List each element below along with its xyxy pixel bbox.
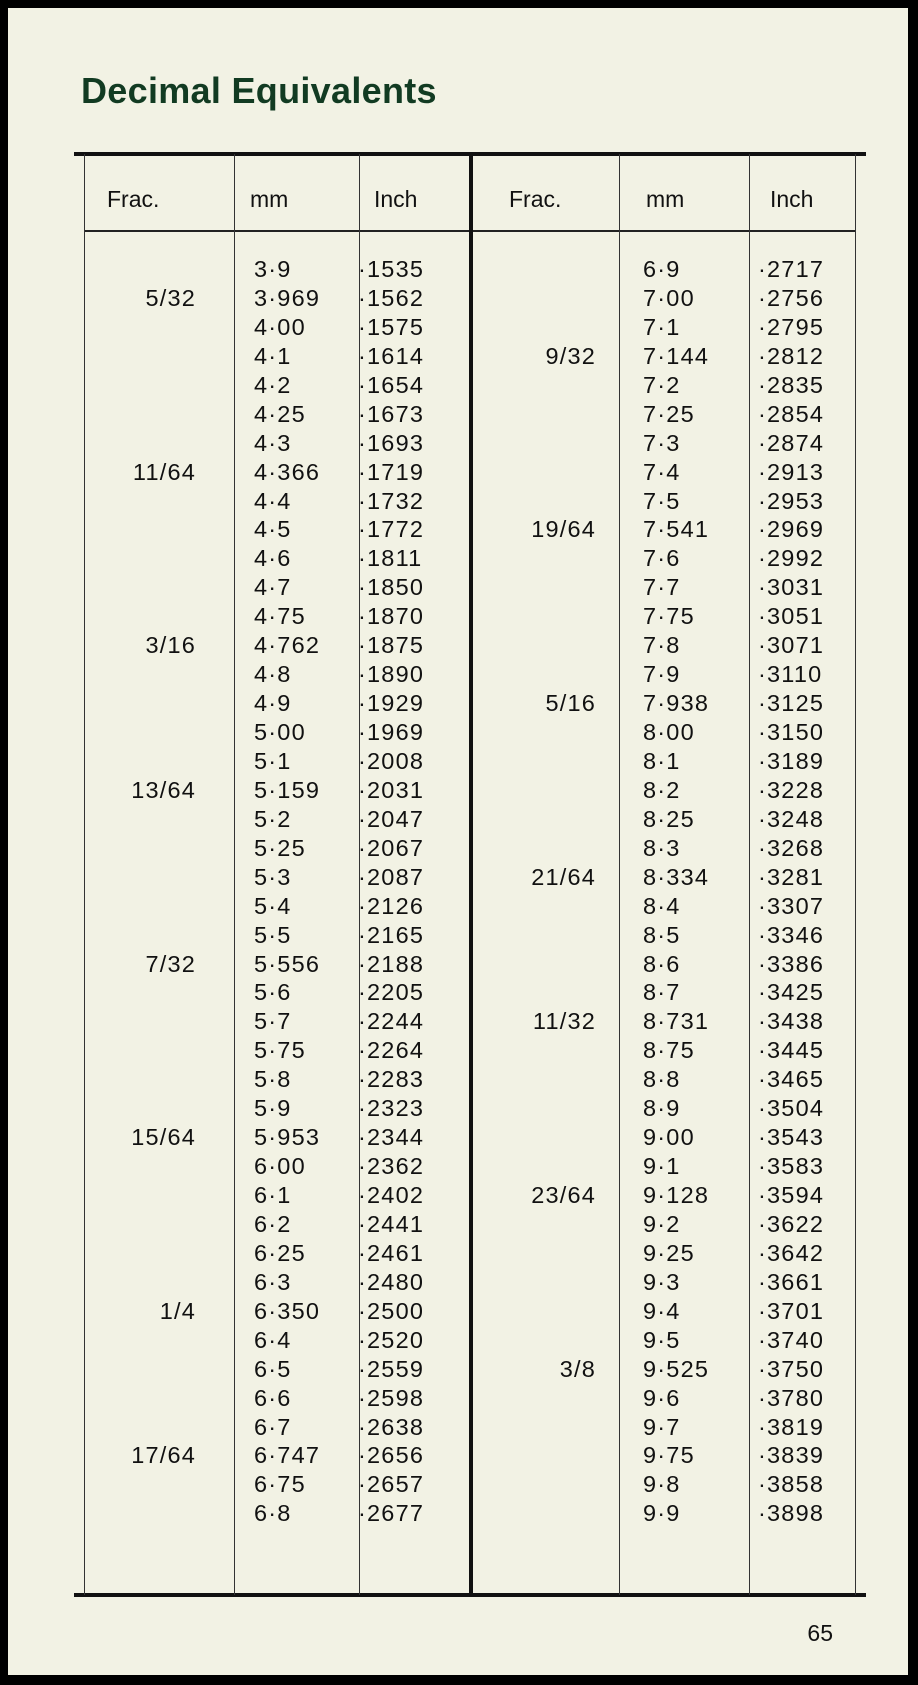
mm-cell: 5·159 <box>254 776 321 803</box>
frac-cell <box>479 313 596 342</box>
mm-cell: 5·2 <box>254 805 292 832</box>
frac-cell <box>479 1268 596 1297</box>
mm-cell: 7·7 <box>643 574 681 601</box>
right-frac-column <box>479 255 596 1528</box>
mm-cell: 9·4 <box>643 1297 681 1324</box>
inch-cell: ·3071 <box>758 632 825 659</box>
inch-cell: ·1890 <box>358 661 425 688</box>
inch-cell: ·3268 <box>758 834 825 861</box>
frac-cell <box>479 544 596 573</box>
frac-cell <box>479 1441 596 1470</box>
frac-cell <box>94 602 196 631</box>
inch-cell: ·3125 <box>758 690 825 717</box>
inch-cell: ·2264 <box>358 1037 425 1064</box>
frac-cell <box>479 1413 596 1442</box>
mm-cell: 6·1 <box>254 1182 292 1208</box>
mm-cell: 9·6 <box>643 1384 681 1411</box>
frac-cell <box>94 1470 196 1499</box>
inch-cell: ·3750 <box>758 1355 825 1382</box>
mm-cell: 8·8 <box>643 1066 681 1093</box>
frac-cell <box>94 1036 196 1065</box>
inch-cell: ·2677 <box>358 1500 425 1527</box>
frac-cell <box>479 284 596 313</box>
inch-cell: ·3051 <box>758 603 825 630</box>
mm-cell: 4·366 <box>254 458 321 485</box>
frac-cell <box>479 834 596 863</box>
inch-cell: ·2835 <box>758 371 825 398</box>
inch-cell: ·2402 <box>358 1182 425 1208</box>
inch-cell: ·2756 <box>758 284 825 311</box>
mm-cell: 4·762 <box>254 632 321 659</box>
inch-cell: ·2854 <box>758 400 825 427</box>
inch-cell: ·3858 <box>758 1471 825 1498</box>
frac-cell <box>479 631 596 660</box>
mm-cell: 9·75 <box>643 1442 695 1469</box>
mm-cell: 5·4 <box>254 892 292 919</box>
mm-cell: 6·3 <box>254 1268 292 1295</box>
mm-cell: 3·9 <box>254 256 292 282</box>
frac-cell <box>94 515 196 544</box>
center-divider <box>469 154 473 1595</box>
left-inch-column <box>358 255 458 1528</box>
inch-cell: ·2244 <box>358 1008 425 1035</box>
frac-cell <box>94 429 196 458</box>
mm-cell: 9·00 <box>643 1124 695 1151</box>
frac-cell <box>94 747 196 776</box>
inch-cell: ·3898 <box>758 1500 825 1527</box>
frac-cell <box>94 1181 196 1210</box>
mm-cell: 5·6 <box>254 979 292 1006</box>
frac-cell <box>479 1152 596 1181</box>
inch-cell: ·2283 <box>358 1066 425 1093</box>
mm-cell: 4·9 <box>254 690 292 717</box>
frac-cell <box>94 342 196 371</box>
mm-cell: 5·5 <box>254 921 292 948</box>
inch-cell: ·2717 <box>758 256 825 282</box>
column-divider <box>619 154 620 1595</box>
frac-cell <box>479 1297 596 1326</box>
inch-cell: ·2205 <box>358 979 425 1006</box>
frac-cell: 1/4 <box>159 1297 196 1324</box>
mm-cell: 4·2 <box>254 371 292 398</box>
frac-cell: 9/32 <box>545 342 596 369</box>
right-mm-column <box>643 255 743 1528</box>
header-inch-right: Inch <box>770 186 814 212</box>
frac-cell <box>479 1239 596 1268</box>
decimal-equivalents-table <box>74 152 866 1597</box>
frac-cell <box>94 255 196 284</box>
inch-cell: ·1673 <box>358 400 425 427</box>
frac-cell <box>94 689 196 718</box>
frac-cell <box>479 718 596 747</box>
mm-cell: 4·5 <box>254 516 292 543</box>
inch-cell: ·2953 <box>758 487 825 514</box>
frac-cell <box>479 400 596 429</box>
header-mm-left: mm <box>250 186 289 212</box>
mm-cell: 8·334 <box>643 863 710 890</box>
frac-cell <box>479 805 596 834</box>
mm-cell: 9·7 <box>643 1413 681 1440</box>
mm-cell: 9·525 <box>643 1355 710 1382</box>
mm-cell: 6·2 <box>254 1210 292 1237</box>
mm-cell: 6·747 <box>254 1442 321 1469</box>
frac-cell <box>479 487 596 516</box>
frac-cell <box>479 892 596 921</box>
frac-cell: 11/32 <box>532 1008 596 1035</box>
inch-cell: ·2087 <box>358 863 425 890</box>
mm-cell: 4·6 <box>254 545 292 572</box>
mm-cell: 7·25 <box>643 400 695 427</box>
mm-cell: 9·2 <box>643 1210 681 1237</box>
frac-cell <box>479 1499 596 1528</box>
mm-cell: 6·5 <box>254 1355 292 1382</box>
inch-cell: ·1575 <box>358 313 425 340</box>
frac-cell: 5/16 <box>545 690 596 717</box>
mm-cell: 8·5 <box>643 921 681 948</box>
inch-cell: ·3307 <box>758 892 825 919</box>
inch-cell: ·3386 <box>758 950 825 977</box>
inch-cell: ·2480 <box>358 1268 425 1295</box>
mm-cell: 9·9 <box>643 1500 681 1527</box>
inch-cell: ·2874 <box>758 429 825 456</box>
frac-cell <box>94 400 196 429</box>
column-divider <box>84 154 85 1595</box>
frac-cell <box>94 1065 196 1094</box>
inch-cell: ·2047 <box>358 805 425 832</box>
frac-cell <box>479 1326 596 1355</box>
inch-cell: ·2656 <box>358 1442 425 1469</box>
frac-cell <box>479 1036 596 1065</box>
frac-cell <box>94 1007 196 1036</box>
mm-cell: 5·00 <box>254 719 306 745</box>
frac-cell <box>479 1065 596 1094</box>
mm-cell: 4·75 <box>254 603 306 630</box>
inch-cell: ·1562 <box>358 284 425 311</box>
mm-cell: 4·8 <box>254 661 292 688</box>
mm-cell: 8·4 <box>643 892 681 919</box>
inch-cell: ·2031 <box>358 776 425 803</box>
mm-cell: 7·8 <box>643 632 681 659</box>
frac-cell: 15/64 <box>131 1124 196 1151</box>
frac-cell <box>94 573 196 602</box>
left-mm-column <box>254 255 354 1528</box>
inch-cell: ·3228 <box>758 776 825 803</box>
frac-cell <box>479 1123 596 1152</box>
mm-cell: 9·128 <box>643 1182 710 1208</box>
mm-cell: 7·4 <box>643 458 681 485</box>
frac-cell: 17/64 <box>131 1442 196 1469</box>
inch-cell: ·3346 <box>758 921 825 948</box>
mm-cell: 6·350 <box>254 1297 321 1324</box>
mm-cell: 6·25 <box>254 1239 306 1266</box>
inch-cell: ·2362 <box>358 1153 425 1180</box>
inch-cell: ·3281 <box>758 863 825 890</box>
inch-cell: ·2812 <box>758 342 825 369</box>
inch-cell: ·1969 <box>358 719 425 745</box>
inch-cell: ·3701 <box>758 1297 825 1324</box>
frac-cell: 19/64 <box>531 516 596 543</box>
mm-cell: 4·00 <box>254 313 306 340</box>
mm-cell: 9·1 <box>643 1153 681 1180</box>
inch-cell: ·3031 <box>758 574 825 601</box>
frac-cell <box>479 950 596 979</box>
inch-cell: ·3819 <box>758 1413 825 1440</box>
inch-cell: ·2657 <box>358 1471 425 1498</box>
frac-cell <box>94 1499 196 1528</box>
mm-cell: 7·9 <box>643 661 681 688</box>
frac-cell: 23/64 <box>531 1182 596 1208</box>
header-mm-right: mm <box>646 186 685 212</box>
inch-cell: ·1850 <box>358 574 425 601</box>
left-frac-column <box>94 255 196 1528</box>
inch-cell: ·3661 <box>758 1268 825 1295</box>
column-divider <box>234 154 235 1595</box>
page-number: 65 <box>807 1620 833 1646</box>
inch-cell: ·2992 <box>758 545 825 572</box>
header-frac-right: Frac. <box>509 186 562 212</box>
frac-cell: 3/8 <box>559 1355 596 1382</box>
inch-cell: ·1693 <box>358 429 425 456</box>
inch-cell: ·3425 <box>758 979 825 1006</box>
mm-cell: 3·969 <box>254 284 321 311</box>
frac-cell <box>94 805 196 834</box>
inch-cell: ·1811 <box>358 545 423 572</box>
frac-cell <box>479 602 596 631</box>
frac-cell <box>479 747 596 776</box>
inch-cell: ·2461 <box>358 1239 425 1266</box>
inch-cell: ·2913 <box>758 458 825 485</box>
inch-cell: ·2559 <box>358 1355 425 1382</box>
inch-cell: ·3438 <box>758 1008 825 1035</box>
frac-cell <box>479 1470 596 1499</box>
page-title: Decimal Equivalents <box>81 70 437 111</box>
inch-cell: ·3110 <box>758 661 823 688</box>
frac-cell <box>479 921 596 950</box>
mm-cell: 9·3 <box>643 1268 681 1295</box>
frac-cell <box>94 892 196 921</box>
inch-cell: ·3248 <box>758 805 825 832</box>
mm-cell: 6·7 <box>254 1413 292 1440</box>
frac-cell <box>479 1210 596 1239</box>
frac-cell <box>479 429 596 458</box>
mm-cell: 8·25 <box>643 805 695 832</box>
mm-cell: 7·1 <box>643 313 681 340</box>
mm-cell: 8·7 <box>643 979 681 1006</box>
frac-cell <box>94 1384 196 1413</box>
mm-cell: 9·5 <box>643 1326 681 1353</box>
frac-cell <box>94 1355 196 1384</box>
inch-cell: ·2323 <box>358 1095 425 1122</box>
mm-cell: 8·00 <box>643 719 695 745</box>
inch-cell: ·1732 <box>358 487 425 514</box>
inch-cell: ·1654 <box>358 371 425 398</box>
mm-cell: 8·2 <box>643 776 681 803</box>
inch-cell: ·1719 <box>358 458 425 485</box>
mm-cell: 5·75 <box>254 1037 306 1064</box>
inch-cell: ·3780 <box>758 1384 825 1411</box>
inch-cell: ·3740 <box>758 1326 825 1353</box>
mm-cell: 6·6 <box>254 1384 292 1411</box>
frac-cell <box>94 544 196 573</box>
frac-cell <box>94 1152 196 1181</box>
inch-cell: ·3150 <box>758 719 825 745</box>
inch-cell: ·2165 <box>358 921 425 948</box>
page <box>8 8 908 1675</box>
frac-cell <box>94 313 196 342</box>
frac-cell <box>479 978 596 1007</box>
inch-cell: ·2795 <box>758 313 825 340</box>
mm-cell: 4·4 <box>254 487 292 514</box>
inch-cell: ·3543 <box>758 1124 825 1151</box>
inch-cell: ·3189 <box>758 747 825 774</box>
frac-cell <box>479 776 596 805</box>
inch-cell: ·2638 <box>358 1413 425 1440</box>
header-inch-left: Inch <box>374 186 418 212</box>
mm-cell: 7·6 <box>643 545 681 572</box>
frac-cell <box>479 660 596 689</box>
frac-cell <box>94 1094 196 1123</box>
inch-cell: ·2969 <box>758 516 825 543</box>
inch-cell: ·3465 <box>758 1066 825 1093</box>
inch-cell: ·3839 <box>758 1442 825 1469</box>
inch-cell: ·1614 <box>358 342 425 369</box>
mm-cell: 5·556 <box>254 950 321 977</box>
header-frac-left: Frac. <box>107 186 160 212</box>
frac-cell <box>94 1413 196 1442</box>
mm-cell: 5·9 <box>254 1095 292 1122</box>
inch-cell: ·2188 <box>358 950 425 977</box>
inch-cell: ·3594 <box>758 1182 825 1208</box>
inch-cell: ·3445 <box>758 1037 825 1064</box>
column-divider <box>749 154 750 1595</box>
inch-cell: ·1875 <box>358 632 425 659</box>
mm-cell: 6·9 <box>643 256 681 282</box>
inch-cell: ·1929 <box>358 690 425 717</box>
mm-cell: 4·25 <box>254 400 306 427</box>
mm-cell: 5·25 <box>254 834 306 861</box>
frac-cell <box>94 1326 196 1355</box>
inch-cell: ·2500 <box>358 1297 425 1324</box>
frac-cell <box>94 921 196 950</box>
mm-cell: 4·3 <box>254 429 292 456</box>
frac-cell: 5/32 <box>145 284 196 311</box>
frac-cell: 21/64 <box>531 863 596 890</box>
mm-cell: 5·1 <box>254 747 292 774</box>
mm-cell: 5·7 <box>254 1008 292 1035</box>
mm-cell: 8·9 <box>643 1095 681 1122</box>
mm-cell: 8·3 <box>643 834 681 861</box>
mm-cell: 9·25 <box>643 1239 695 1266</box>
frac-cell <box>479 458 596 487</box>
frac-cell: 7/32 <box>145 950 196 977</box>
frac-cell <box>94 1239 196 1268</box>
right-inch-column <box>758 255 854 1528</box>
mm-cell: 5·953 <box>254 1124 321 1151</box>
inch-cell: ·2520 <box>358 1326 425 1353</box>
mm-cell: 8·731 <box>643 1008 710 1035</box>
inch-cell: ·2008 <box>358 747 425 774</box>
mm-cell: 6·4 <box>254 1326 292 1353</box>
mm-cell: 8·1 <box>643 747 681 774</box>
inch-cell: ·1535 <box>358 256 425 282</box>
frac-cell: 11/64 <box>132 458 196 485</box>
frac-cell <box>94 487 196 516</box>
mm-cell: 8·75 <box>643 1037 695 1064</box>
inch-cell: ·1870 <box>358 603 425 630</box>
inch-cell: ·2067 <box>358 834 425 861</box>
frac-cell <box>94 660 196 689</box>
mm-cell: 7·3 <box>643 429 681 456</box>
inch-cell: ·3622 <box>758 1210 825 1237</box>
frac-cell <box>94 1268 196 1297</box>
frac-cell: 3/16 <box>145 632 196 659</box>
mm-cell: 4·7 <box>254 574 292 601</box>
mm-cell: 7·938 <box>643 690 710 717</box>
inch-cell: ·2441 <box>358 1210 425 1237</box>
frac-cell <box>94 978 196 1007</box>
frac-cell <box>94 1210 196 1239</box>
inch-cell: ·2344 <box>358 1124 425 1151</box>
frac-cell <box>94 834 196 863</box>
frac-cell: 13/64 <box>131 776 196 803</box>
inch-cell: ·3583 <box>758 1153 825 1180</box>
frac-cell <box>94 371 196 400</box>
frac-cell <box>479 573 596 602</box>
frac-cell <box>479 1384 596 1413</box>
inch-cell: ·2598 <box>358 1384 425 1411</box>
mm-cell: 7·5 <box>643 487 681 514</box>
frac-cell <box>479 255 596 284</box>
inch-cell: ·3642 <box>758 1239 825 1266</box>
mm-cell: 9·8 <box>643 1471 681 1498</box>
mm-cell: 5·8 <box>254 1066 292 1093</box>
mm-cell: 5·3 <box>254 863 292 890</box>
mm-cell: 8·6 <box>643 950 681 977</box>
inch-cell: ·3504 <box>758 1095 825 1122</box>
frac-cell <box>94 863 196 892</box>
mm-cell: 6·00 <box>254 1153 306 1180</box>
column-divider <box>855 154 856 1595</box>
mm-cell: 7·2 <box>643 371 681 398</box>
mm-cell: 7·144 <box>643 342 710 369</box>
mm-cell: 7·75 <box>643 603 695 630</box>
mm-cell: 7·541 <box>643 516 710 543</box>
mm-cell: 6·8 <box>254 1500 292 1527</box>
mm-cell: 4·1 <box>254 342 292 369</box>
frac-cell <box>94 718 196 747</box>
mm-cell: 7·00 <box>643 284 695 311</box>
inch-cell: ·1772 <box>358 516 425 543</box>
frac-cell <box>479 371 596 400</box>
inch-cell: ·2126 <box>358 892 425 919</box>
frac-cell <box>479 1094 596 1123</box>
mm-cell: 6·75 <box>254 1471 306 1498</box>
